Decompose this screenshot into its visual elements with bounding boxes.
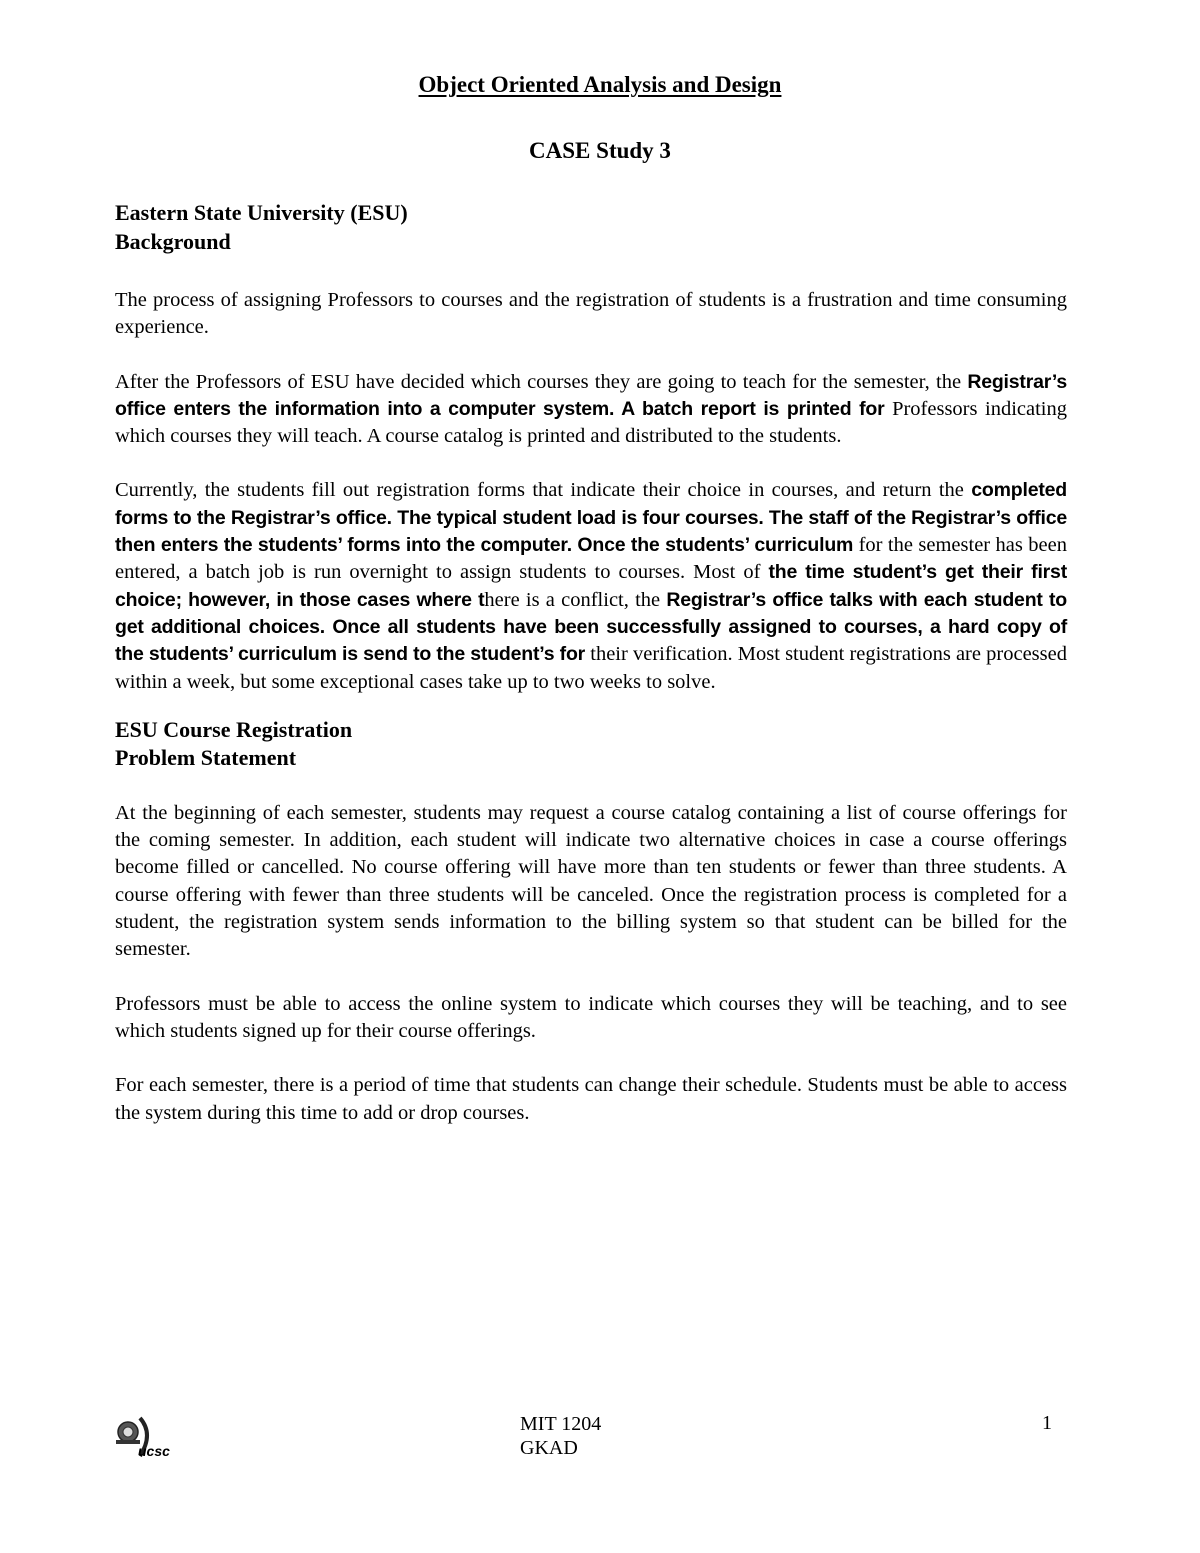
page-number: 1 — [1042, 1412, 1052, 1434]
section-heading-background: Background — [115, 228, 231, 254]
paragraph-schedule-change: For each semester, there is a period of time that students can change their schedule. Students must be able to access the system during this time to add or drop courses. — [115, 1074, 1067, 1124]
paragraph-professors-bold: Registrar’s office enters the information into a computer system. A batch report is printed for — [115, 370, 1067, 420]
section-heading-problem: Problem Statement — [115, 745, 297, 771]
paragraph-current-text-e: here is a conflict, the — [484, 588, 667, 611]
paragraph-professors — [115, 369, 1067, 451]
document-subtitle: CASE Study 3 — [529, 138, 671, 163]
paragraph-problem-statement: At the beginning of each semester, students may request a course catalog containing a list of course offerings for the coming semester. In addition, each student will indicate two alternative choices in case a course offerings become filled or cancelled. No course offering will have more than ten students or fewer than three students. A course offering with fewer than three students will be canceled. Once the registration process is completed for a student, the registration system sends information to the billing system so that student can be billed for the semester. — [115, 801, 1067, 961]
paragraph-current-bold-b: completed forms to the Registrar’s office. The typical student load is four courses. The staff of the Registrar’s office then enters the students’ forms into the computer. Once the students’ curriculum — [115, 479, 1067, 557]
paragraph-current-bold-d: the time student’s get their first choice; however, in those cases where t — [115, 561, 1067, 611]
ucsc-logo-icon — [110, 1410, 190, 1470]
footer-author: GKAD — [520, 1437, 578, 1459]
paragraph-current-text-a: Currently, the students fill out registration forms that indicate their choice in courses, and return the — [115, 479, 972, 502]
paragraph-professor-access: Professors must be able to access the online system to indicate which courses they will be teaching, and to see which students signed up for their course offerings. — [115, 992, 1067, 1042]
paragraph-professors-text-a: After the Professors of ESU have decided which courses they are going to teach for the semester, the — [115, 370, 968, 393]
footer-course-code: MIT 1204 — [520, 1413, 602, 1435]
paragraph-intro: The process of assigning Professors to courses and the registration of students is a frustration and time consuming experience. — [115, 289, 1067, 339]
section-heading-university: Eastern State University (ESU) — [115, 200, 408, 225]
paragraph-current-bold-f: Registrar’s office talks with each student to get additional choices. Once all students have been successfully assigned to courses, a hard copy of the students’ curriculum is send to the student’s for — [115, 588, 1068, 666]
document-title: Object Oriented Analysis and Design — [418, 72, 782, 97]
paragraph-current-text-c: for the semester has been entered, a batch job is run overnight to assign students to courses. Most of — [115, 534, 1067, 584]
document-body — [115, 199, 1067, 1127]
paragraph-professors-text-c: Professors indicating which courses they will teach. A course catalog is printed and distributed to the students. — [115, 397, 1067, 448]
paragraph-current-process — [115, 477, 1067, 695]
logo-text: ucsc — [138, 1443, 170, 1459]
paragraph-current-text-g: their verification. Most student registrations are processed within a week, but some exceptional cases take up to two weeks to solve. — [115, 643, 1067, 693]
section-heading-registration: ESU Course Registration — [115, 716, 353, 742]
footer-info — [520, 1412, 601, 1460]
